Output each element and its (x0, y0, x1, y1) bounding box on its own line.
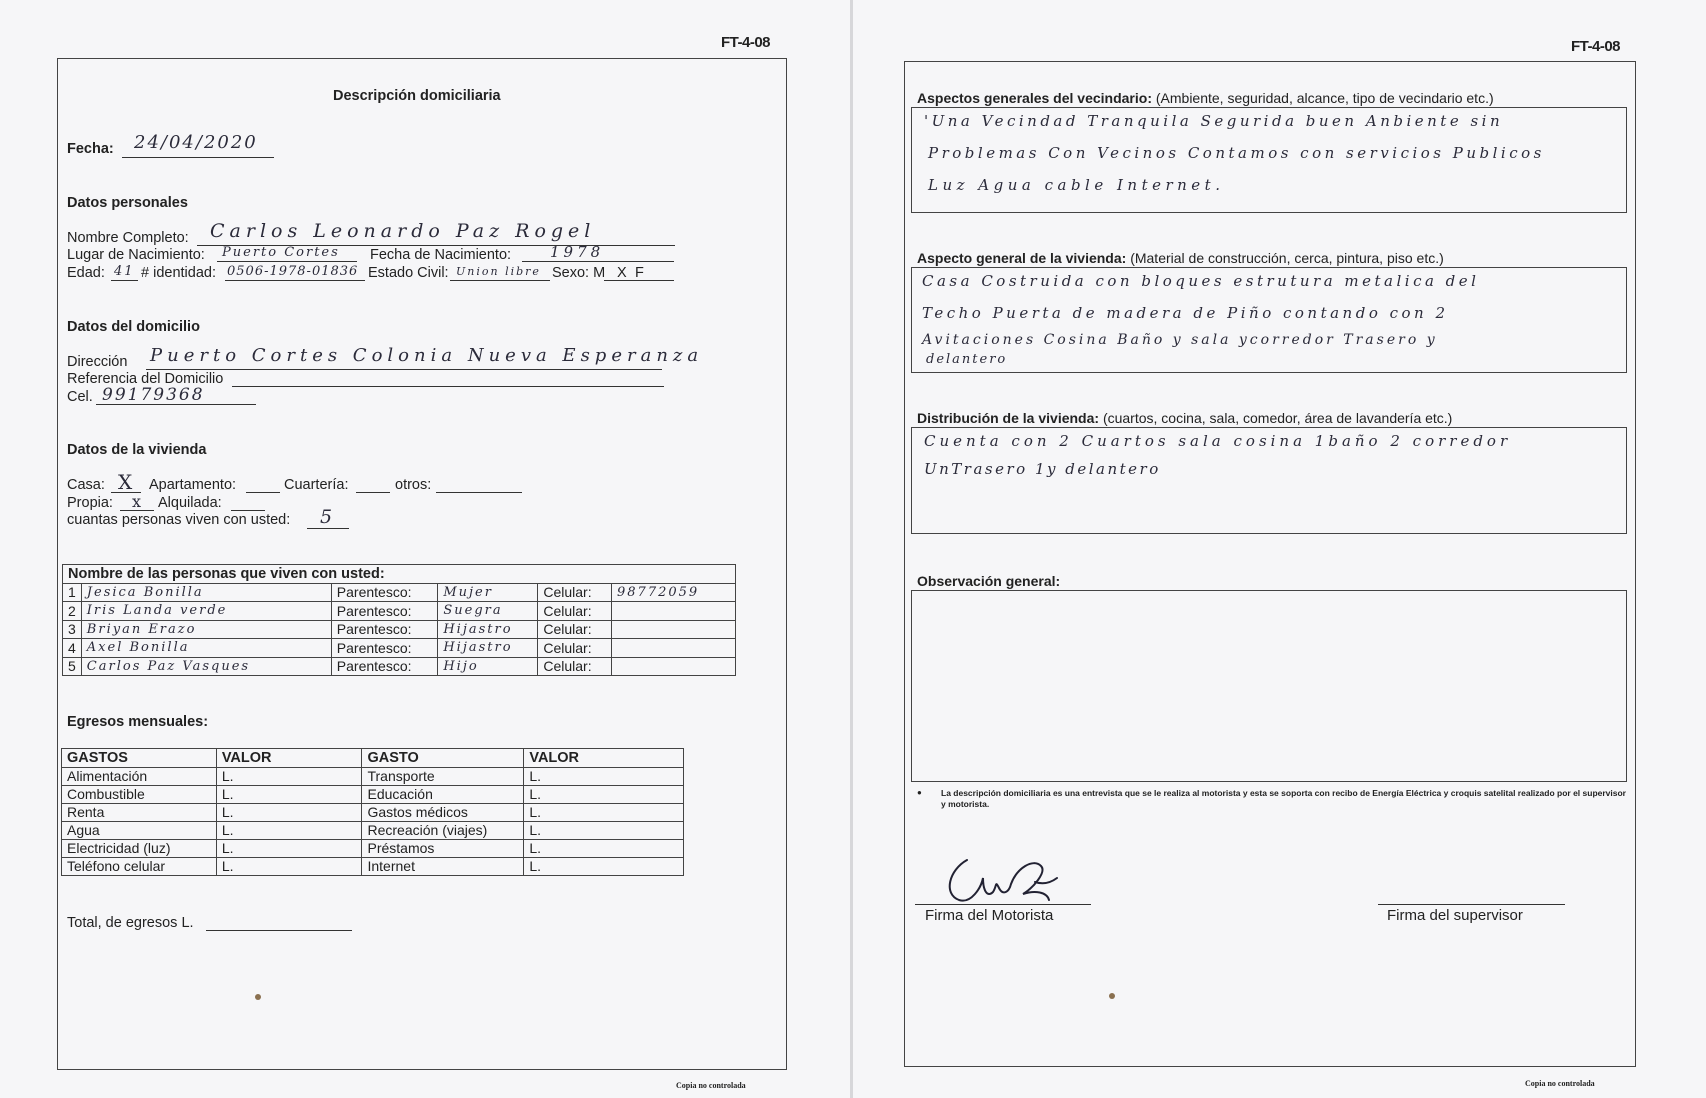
person-relation: Hijo (438, 657, 538, 676)
people-row (63, 583, 736, 602)
expense-cell: Internet (362, 857, 524, 875)
otros-label: otros: (395, 477, 432, 493)
celular-label: Celular: (538, 583, 612, 602)
age-value: 41 (114, 264, 135, 279)
fecha-value: 24/04/2020 (134, 132, 258, 153)
expense-cell: L. (524, 803, 684, 821)
sex-mark: X (617, 265, 627, 281)
id-value: 0506-1978-01836 (227, 264, 359, 279)
domicile-heading: Datos del domicilio (67, 319, 200, 335)
people-count-line (307, 528, 349, 529)
expense-cell: L. (216, 857, 362, 875)
id-label: # identidad: (141, 265, 216, 281)
expense-header-cell: GASTO (362, 749, 524, 768)
people-row (63, 657, 736, 676)
copy-note-left: Copia no controlada (676, 1081, 746, 1090)
form-code-right: FT-4-08 (1571, 38, 1621, 55)
housing-general-line-2: Techo Puerta de madera de Piño contando con 2 (922, 304, 1449, 322)
expense-header-cell: VALOR (216, 749, 362, 768)
housing-general-heading: Aspecto general de la vivienda: (917, 250, 1127, 266)
note-text: La descripción domiciliaria es una entrevista que se le realiza al motorista y esta se soporta con recibo de Energía Eléctrica y croquis satelital realizado por el supervisor y motorista. (941, 788, 1626, 809)
cuarteria-label: Cuartería: (284, 477, 349, 493)
birthdate-label: Fecha de Nacimiento: (370, 247, 512, 263)
total-label: Total, de egresos L. (67, 915, 194, 931)
people-count-label: cuantas personas viven con usted: (67, 512, 291, 528)
celular-label: Celular: (538, 639, 612, 658)
name-label: Nombre Completo: (67, 230, 189, 246)
expense-cell: Alimentación (62, 767, 217, 785)
people-row (63, 639, 736, 658)
neighborhood-box (911, 107, 1627, 213)
people-row (63, 620, 736, 639)
casa-mark: X (118, 470, 135, 494)
housing-general-hint: (Material de construcción, cerca, pintura, piso etc.) (1130, 250, 1444, 266)
parentesco-label: Parentesco: (331, 639, 438, 658)
person-relation: Hijastro (438, 639, 538, 658)
parentesco-label: Parentesco: (331, 583, 438, 602)
people-row (63, 602, 736, 621)
housing-general-line-3: Avitaciones Cosina Baño y sala ycorredor Trasero y (922, 332, 1438, 348)
supervisor-sign-line (1378, 904, 1565, 905)
expense-row (62, 839, 684, 857)
expenses-table (61, 748, 684, 876)
expense-cell: L. (216, 785, 362, 803)
expense-cell: L. (524, 785, 684, 803)
expense-cell: Préstamos (362, 839, 524, 857)
people-table-body (63, 583, 736, 676)
otros-line (436, 492, 522, 493)
civil-line (450, 280, 550, 281)
birthdate-line (522, 261, 674, 262)
expense-cell: L. (216, 839, 362, 857)
right-page (853, 0, 1706, 1098)
expense-header-cell: VALOR (524, 749, 684, 768)
housing-general-box (911, 267, 1627, 373)
distribution-box (911, 427, 1627, 534)
expense-cell: L. (216, 821, 362, 839)
propia-label: Propia: (67, 495, 113, 511)
driver-signature (937, 848, 1077, 910)
expense-cell: Combustible (62, 785, 217, 803)
neighborhood-line-2: Problemas Con Vecinos Contamos con servicios Publicos (928, 144, 1545, 162)
parentesco-label: Parentesco: (331, 657, 438, 676)
celular-label: Celular: (538, 620, 612, 639)
form-title: Descripción domiciliaria (333, 88, 501, 104)
parentesco-label: Parentesco: (331, 620, 438, 639)
paper-speck (255, 994, 261, 1000)
person-phone: 98772059 (612, 583, 736, 602)
cel-label: Cel. (67, 389, 93, 405)
expense-cell: Transporte (362, 767, 524, 785)
people-table (62, 564, 736, 676)
alquilada-line (231, 510, 265, 511)
cel-value: 99179368 (102, 385, 205, 405)
age-line (111, 280, 138, 281)
fecha-line (122, 157, 274, 158)
person-phone (612, 639, 736, 658)
distribution-line-1: Cuenta con 2 Cuartos sala cosina 1baño 2 corredor (924, 432, 1512, 450)
driver-sign-label: Firma del Motorista (925, 907, 1054, 924)
expenses-table-body (62, 767, 684, 875)
person-name: Carlos Paz Vasques (81, 657, 331, 676)
person-name: Jesica Bonilla (81, 583, 331, 602)
person-relation: Hijastro (438, 620, 538, 639)
name-value: Carlos Leonardo Paz Rogel (210, 220, 596, 242)
housing-general-title (917, 250, 1444, 266)
copy-note-right: Copia no controlada (1525, 1079, 1595, 1088)
fecha-label: Fecha: (67, 141, 114, 157)
sex-line (604, 280, 674, 281)
person-relation: Suegra (438, 602, 538, 621)
person-name: Briyan Erazo (81, 620, 331, 639)
expenses-heading: Egresos mensuales: (67, 714, 209, 730)
address-label: Dirección (67, 354, 128, 370)
person-name: Iris Landa verde (81, 602, 331, 621)
form-code: FT-4-08 (721, 34, 771, 51)
person-num: 3 (63, 620, 82, 639)
person-num: 2 (63, 602, 82, 621)
person-relation: Mujer (438, 583, 538, 602)
parentesco-label: Parentesco: (331, 602, 438, 621)
person-num: 4 (63, 639, 82, 658)
person-phone (612, 620, 736, 639)
expense-header-cell: GASTOS (62, 749, 217, 768)
age-label: Edad: (67, 265, 105, 281)
sex-label: Sexo: M (552, 265, 606, 281)
expenses-header-row (62, 749, 684, 768)
left-page (0, 0, 850, 1098)
expense-cell: L. (524, 821, 684, 839)
people-table-header: Nombre de las personas que viven con usted: (63, 565, 736, 584)
distribution-title (917, 410, 1452, 426)
expense-cell: Recreación (viajes) (362, 821, 524, 839)
distribution-hint: (cuartos, cocina, sala, comedor, área de lavandería etc.) (1102, 410, 1453, 426)
distribution-line-2: UnTrasero 1y delantero (924, 460, 1161, 478)
celular-label: Celular: (538, 657, 612, 676)
id-line (225, 280, 365, 281)
expense-cell: L. (216, 767, 362, 785)
birthplace-line (217, 261, 357, 262)
note-bullet: ● (917, 788, 922, 797)
expense-cell: Teléfono celular (62, 857, 217, 875)
expense-row (62, 767, 684, 785)
expense-cell: L. (524, 767, 684, 785)
distribution-heading: Distribución de la vivienda: (917, 410, 1100, 426)
neighborhood-heading: Aspectos generales del vecindario: (917, 90, 1152, 106)
reference-line (232, 386, 664, 387)
supervisor-sign-label: Firma del supervisor (1387, 907, 1523, 924)
personal-heading: Datos personales (67, 195, 188, 211)
expense-row (62, 821, 684, 839)
birthplace-label: Lugar de Nacimiento: (67, 247, 205, 263)
total-line (206, 930, 352, 931)
address-line (146, 369, 662, 370)
expense-cell: Agua (62, 821, 217, 839)
expense-cell: Renta (62, 803, 217, 821)
celular-label: Celular: (538, 602, 612, 621)
sex-f-label: F (635, 265, 644, 281)
people-count-value: 5 (320, 506, 335, 528)
expense-cell: L. (216, 803, 362, 821)
person-name: Axel Bonilla (81, 639, 331, 658)
address-value: Puerto Cortes Colonia Nueva Esperanza (150, 345, 704, 366)
birthplace-value: Puerto Cortes (222, 245, 340, 260)
expense-row (62, 803, 684, 821)
expense-cell: Electricidad (luz) (62, 839, 217, 857)
apartamento-label: Apartamento: (149, 477, 237, 493)
housing-heading: Datos de la vivienda (67, 442, 207, 458)
expense-cell: Educación (362, 785, 524, 803)
propia-mark: x (132, 492, 144, 511)
alquilada-label: Alquilada: (158, 495, 222, 511)
observation-heading: Observación general: (917, 573, 1061, 589)
casa-label: Casa: (67, 477, 105, 493)
cuarteria-line (356, 492, 390, 493)
person-num: 1 (63, 583, 82, 602)
expense-row (62, 857, 684, 875)
person-num: 5 (63, 657, 82, 676)
person-phone (612, 657, 736, 676)
housing-general-line-1: Casa Costruida con bloques estrutura metalica del (922, 272, 1480, 290)
neighborhood-title (917, 90, 1494, 106)
birthdate-value: 1978 (550, 243, 605, 261)
expense-row (62, 785, 684, 803)
expense-cell: L. (524, 857, 684, 875)
civil-value: Union libre (456, 265, 541, 278)
apartamento-line (246, 492, 280, 493)
neighborhood-hint: (Ambiente, seguridad, alcance, tipo de vecindario etc.) (1155, 90, 1494, 106)
paper-speck-right (1109, 993, 1115, 999)
observation-box (911, 590, 1627, 782)
reference-label: Referencia del Domicilio (67, 371, 224, 387)
housing-general-line-4: delantero (926, 352, 1008, 367)
neighborhood-line-1: 'Una Vecindad Tranquila Segurida buen Anbiente sin (924, 112, 1504, 130)
driver-sign-line (915, 904, 1091, 905)
expense-cell: L. (524, 839, 684, 857)
expense-cell: Gastos médicos (362, 803, 524, 821)
civil-label: Estado Civil: (368, 265, 449, 281)
person-phone (612, 602, 736, 621)
neighborhood-line-3: Luz Agua cable Internet. (928, 176, 1225, 194)
